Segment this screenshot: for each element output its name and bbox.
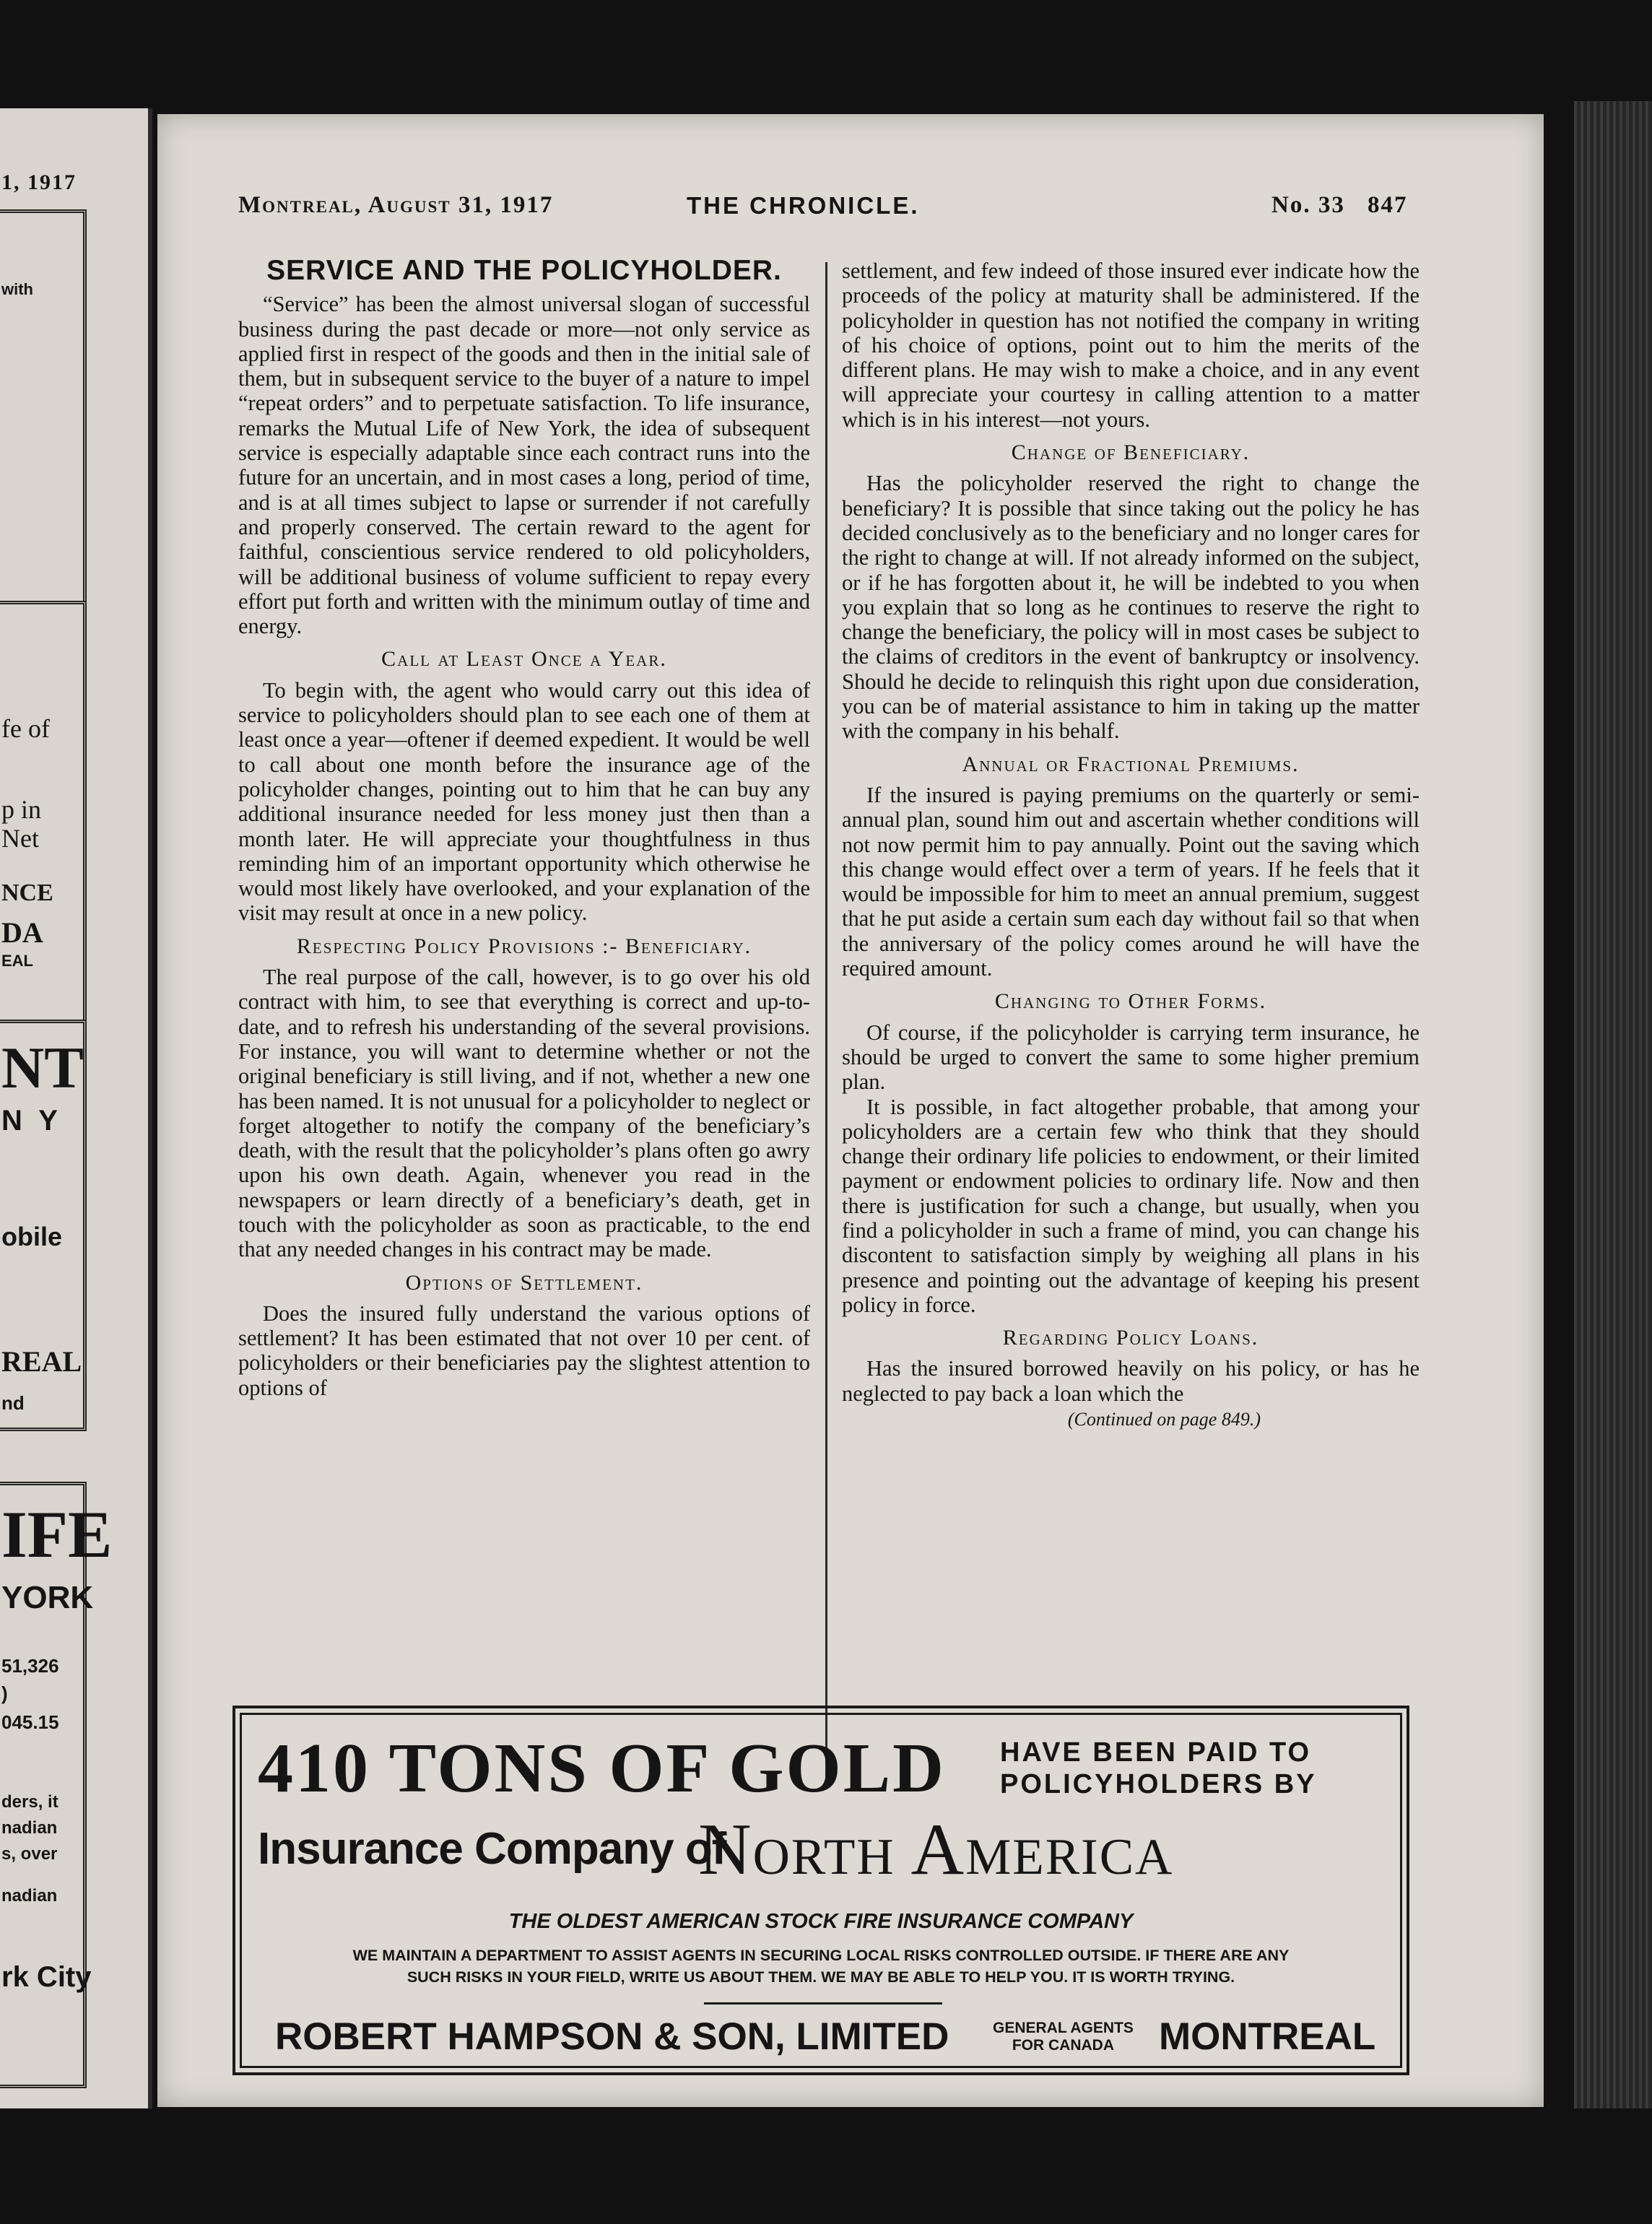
ad-side-text: HAVE BEEN PAID TO POLICYHOLDERS BY — [1000, 1737, 1317, 1799]
article-paragraph: Has the policyholder reserved the right to change the beneficiary? It is possible that since taking out the policy he has decided conclusively as to the beneficiary and no longer cares for the right to change at will. If not already informed on the subject, or if he has forgotten about it, he will be indebted to you when you explain that so long as he continues to reserve the right to change the beneficiary, the policy will in most cases be subject to the claims of creditors in the event of bankruptcy or insolvency. Should he decide to relinquish this right upon due consideration, you can be of material assistance to him in taking up the matter with the company in his behalf. — [842, 471, 1420, 744]
prev-fragment: nadian — [1, 1886, 58, 1906]
prev-fragment: EAL — [1, 952, 33, 970]
prev-fragment: with — [1, 280, 33, 298]
page — [157, 114, 1544, 2107]
prev-fragment: rk City — [1, 1961, 92, 1993]
section-heading: Change of Beneficiary. — [1011, 440, 1251, 465]
article-paragraph: settlement, and few indeed of those insured ever indicate how the proceeds of the policy at maturity shall be administered. If the policyholder in question has not notified the company in writing of his choice of options, point out to him the merits of the different plans. He may wish to make a choice, and in any event will appreciate your courtesy in calling attention to a matter which is in his interest—not yours. — [842, 259, 1420, 432]
prev-fragment: NT — [1, 1035, 84, 1100]
prev-ad-box-4 — [0, 1482, 87, 2088]
continued-note: (Continued on page 849.) — [1067, 1409, 1261, 1430]
prev-page-date: 1, 1917 — [1, 170, 77, 194]
header-date: Montreal, August 31, 1917 — [238, 192, 554, 218]
prev-fragment: p in — [1, 795, 42, 824]
column-rule — [825, 262, 827, 1786]
prev-fragment: ders, it — [1, 1792, 58, 1812]
article-paragraph: Has the insured borrowed heavily on his policy, or has he neglected to pay back a loan which the — [842, 1356, 1420, 1406]
ad-agent: ROBERT HAMPSON & SON, LIMITED — [275, 2015, 949, 2058]
header-issue: No. 33 — [1271, 192, 1345, 218]
ad-note: WE MAINTAIN A DEPARTMENT TO ASSIST AGENTS IN SECURING LOCAL RISKS CONTROLLED OUTSIDE. IF THERE ARE ANY SUCH RISKS IN YOUR FIELD, WRITE US ABOUT THEM. WE MAY BE ABLE TO HELP YOU. IT IS WORTH TRYING. — [352, 1947, 1290, 1986]
book-edge — [1574, 101, 1652, 2108]
ad-tagline: THE OLDEST AMERICAN STOCK FIRE INSURANCE COMPANY — [508, 1910, 1134, 1933]
prev-fragment: NCE — [1, 879, 53, 906]
prev-fragment: 045.15 — [1, 1711, 59, 1733]
article-paragraph: If the insured is paying premiums on the quarterly or semi-annual plan, sound him out and ascertain whether conditions will not now permit him to pay annually. Point out the saving which this change would effect over a term of years. If he feels that it would be impossible for him to meet an annual premium, suggest that he put aside a certain sum each day without fail so that when the anniversary of the policy comes around he will have the required amount. — [842, 782, 1420, 981]
advertisement — [232, 1706, 1409, 2075]
section-heading: Call at Least Once a Year. — [381, 647, 667, 672]
section-heading: Regarding Policy Loans. — [1002, 1326, 1259, 1350]
ad-company-prefix: Insurance Company of — [258, 1824, 726, 1874]
section-heading: Annual or Fractional Premiums. — [962, 752, 1300, 776]
prev-fragment: fe of — [1, 714, 50, 743]
prev-fragment: IFE — [1, 1498, 113, 1571]
prev-fragment: obile — [1, 1222, 63, 1251]
prev-fragment: N Y — [1, 1105, 62, 1137]
section-heading: Respecting Policy Provisions :- Beneficiary. — [296, 934, 752, 958]
column-left — [238, 255, 810, 1400]
advertisement-inner — [240, 1713, 1402, 2068]
previous-page-strip — [0, 108, 152, 2108]
ad-agent-role: GENERAL AGENTS FOR CANADA — [993, 2020, 1134, 2054]
column-right — [842, 259, 1420, 1432]
prev-fragment: REAL — [1, 1345, 82, 1378]
ad-headline: 410 TONS OF GOLD — [258, 1729, 946, 1807]
ad-divider — [704, 2002, 942, 2004]
article-paragraph: Of course, if the policyholder is carrying term insurance, he should be urged to convert the same to some higher premium plan. — [842, 1020, 1420, 1095]
article-paragraph: The real purpose of the call, however, is to go over his old contract with him, to see that everything is correct and up-to-date, and to refresh his understanding of the several provisions. For instance, you will want to determine whether or not the original beneficiary is still living, and if not, whether a new one has been named. It is not unusual for a policyholder to neglect or forget altogether to notify the company of the beneficiary’s death, with the result that the policyholder’s plans often go awry upon his own death. Again, whenever you read in the newspapers or learn directly of a beneficiary’s death, get in touch with the policyholder as soon as practicable, to the end that any needed changes in his contract may be made. — [238, 965, 810, 1262]
prev-fragment: YORK — [1, 1580, 94, 1615]
prev-fragment: ) — [1, 1682, 8, 1704]
prev-fragment: DA — [1, 916, 43, 949]
article-paragraph: To begin with, the agent who would carry out this idea of service to policyholders should plan to see each one of them at least once a year—oftener if deemed expedient. It would be well to call about one month before the insurance age of the policyholder changes, pointing out to him that he can buy any additional insurance needed for less money just then than a month later. He will appreciate your thoughtfulness in thus reminding him of an important opportunity which otherwise he would most likely have overlooked, and your explanation of the visit may result at once in a new policy. — [238, 677, 810, 926]
prev-fragment: nadian — [1, 1818, 58, 1838]
ad-company-name: North America — [698, 1809, 1174, 1890]
article-paragraph: “Service” has been the almost universal slogan of successful business during the past decade or more—not only service as applied first in respect of the goods and then in the initial sale of them, but in subsequent service to the buyer of a nature to impel “repeat orders” and to perpetuate satisfaction. To life insurance, remarks the Mutual Life of New York, the idea of subsequent service is especially adaptable since each contract runs into the future for an uncertain, and in most cases a long, period of time, and is at all times subject to lapse or surrender if not carefully and properly conserved. The certain reward to the agent for faithful, conscientious service rendered to old policyholders, will be additional business of volume sufficient to repay every effort put forth and written with the minimum outlay of time and energy. — [238, 292, 810, 639]
header-title: THE CHRONICLE. — [687, 192, 920, 219]
article-paragraph: Does the insured fully understand the various options of settlement? It has been estimated that not over 10 per cent. of policyholders or their beneficiaries pay the slightest attention to options of — [238, 1300, 810, 1400]
article-paragraph: It is possible, in fact altogether probable, that among your policyholders are a certain few who think that they should change their ordinary life policies to endowment, or their limited payment or endowment policies to ordinary life. Now and then there is justification for such a change, but usually, when you find a policyholder in such a frame of mind, you can change his discontent to satisfaction simply by weighing all plans in his presence and pointing out the advantage of keeping his present policy in force. — [842, 1094, 1420, 1317]
prev-fragment: 51,326 — [1, 1655, 59, 1677]
header-page-number: 847 — [1368, 192, 1408, 218]
prev-fragment: Net — [1, 824, 39, 853]
prev-fragment: s, over — [1, 1844, 58, 1864]
article-title: SERVICE AND THE POLICYHOLDER. — [266, 255, 782, 286]
section-heading: Changing to Other Forms. — [994, 989, 1267, 1014]
ad-city: MONTREAL — [1159, 2015, 1376, 2058]
section-heading: Options of Settlement. — [405, 1270, 643, 1295]
prev-fragment: nd — [1, 1392, 25, 1414]
